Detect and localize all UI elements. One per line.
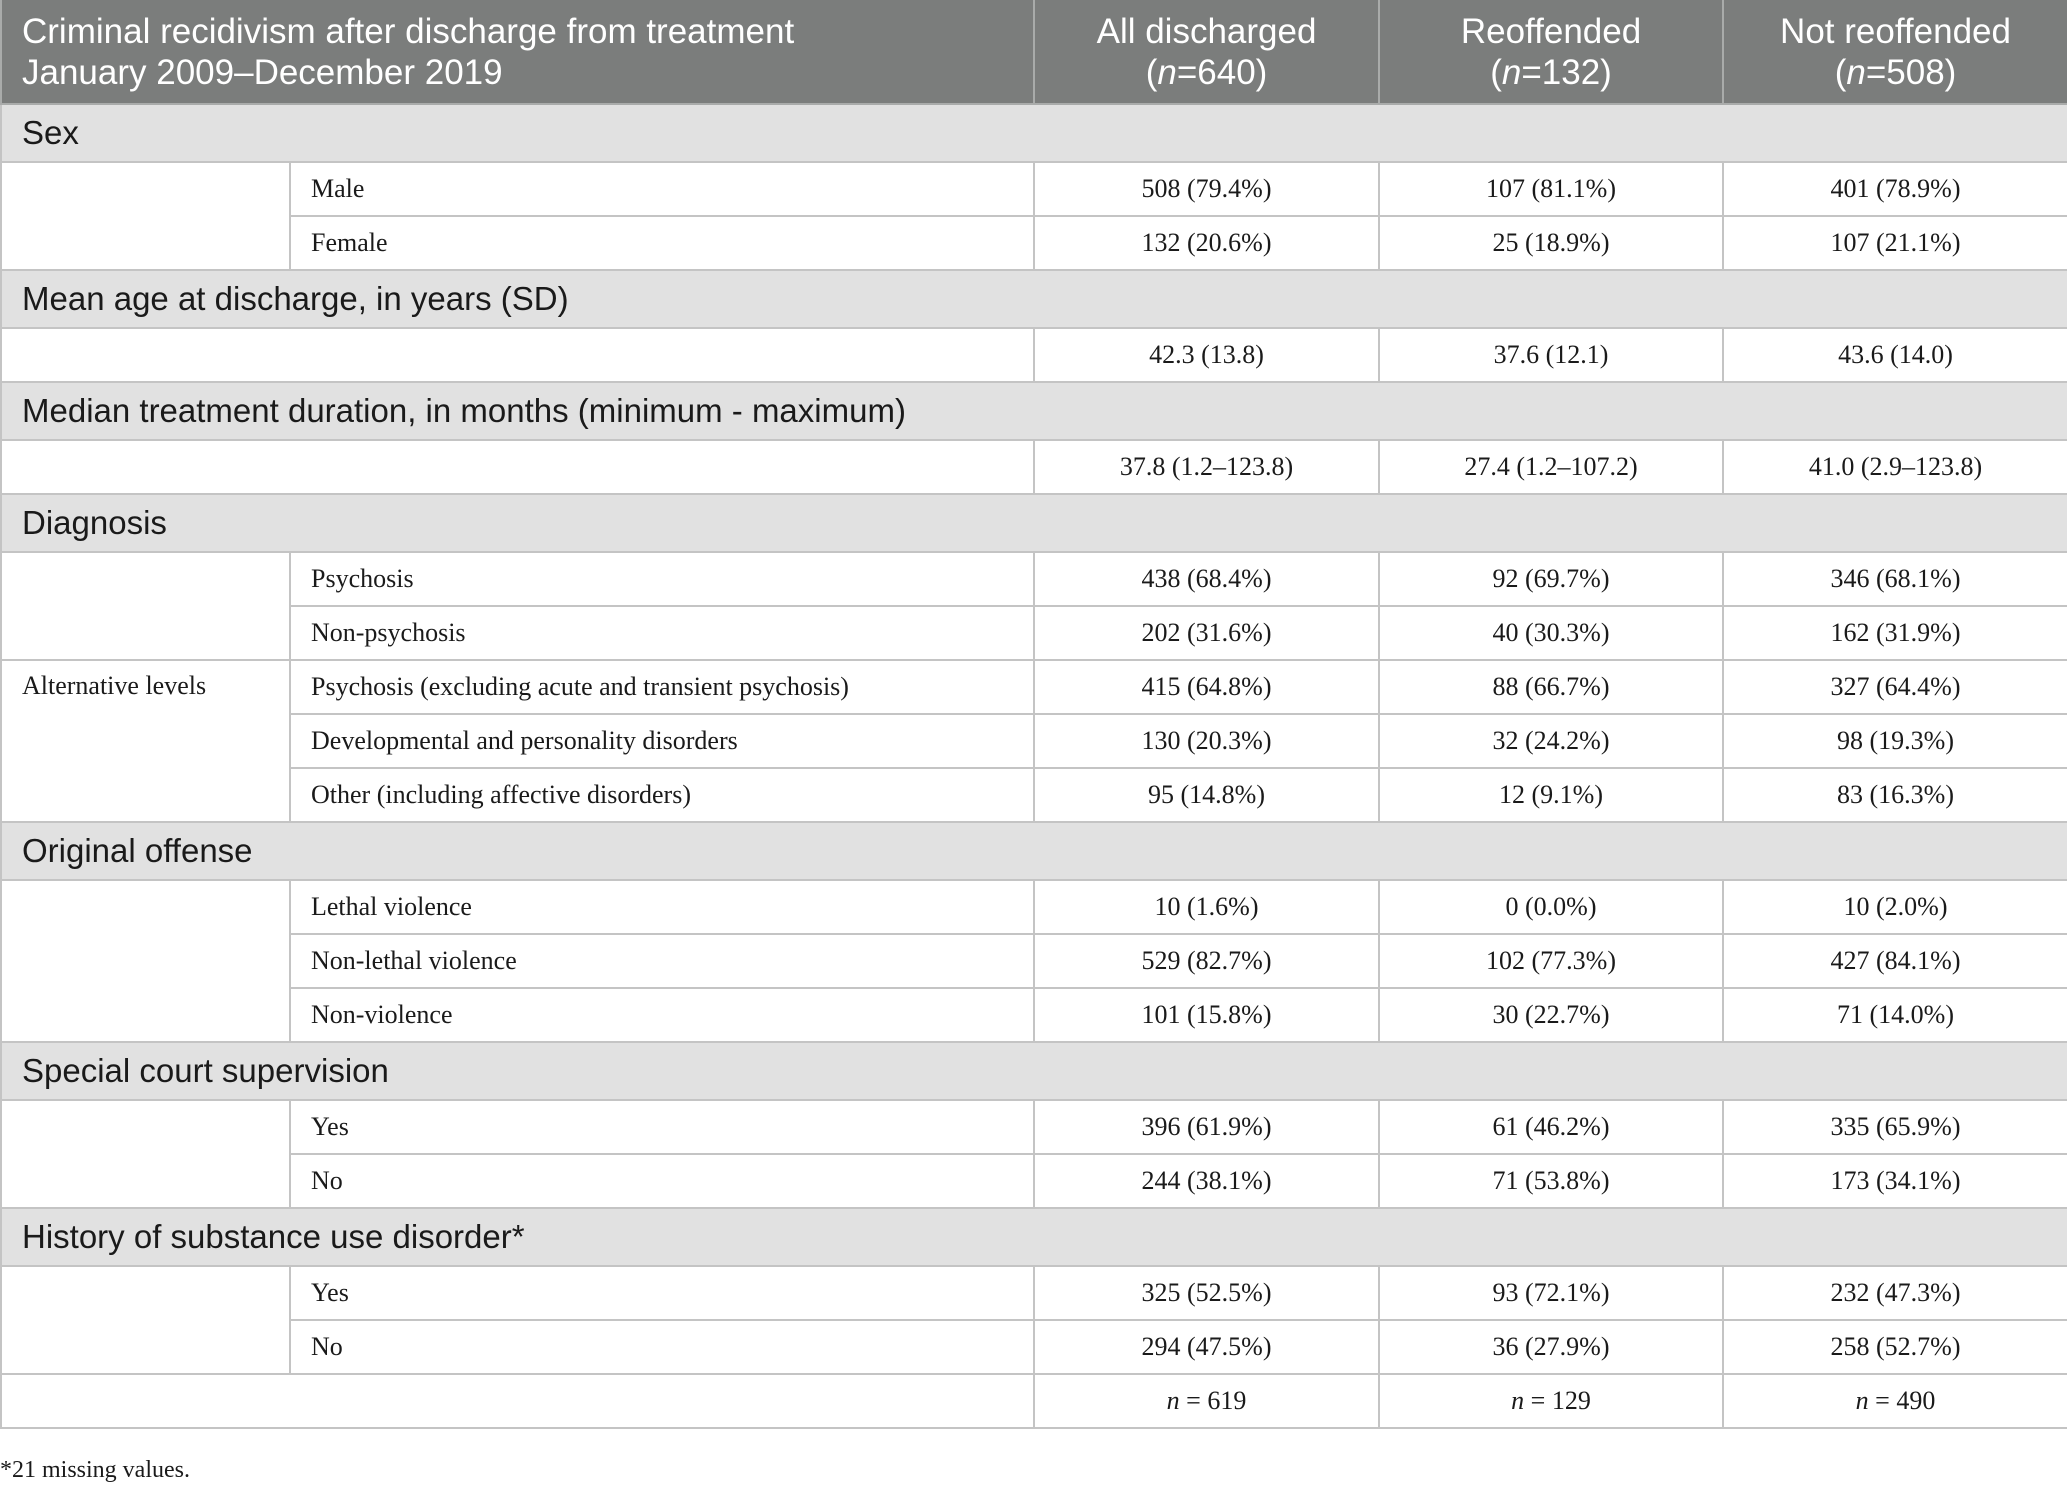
- row-label: No: [290, 1320, 1034, 1374]
- row-label: Other (including affective disorders): [290, 768, 1034, 822]
- row-label: No: [290, 1154, 1034, 1208]
- section-header-age: [1, 270, 2067, 328]
- section-header-diagnosis: [1, 494, 2067, 552]
- cell-not-reoffended: 10 (2.0%): [1723, 880, 2067, 934]
- cell-reoffended: 93 (72.1%): [1379, 1266, 1723, 1320]
- column-header-not-reoffended-n: =508): [1865, 52, 1957, 92]
- cell-reoffended: 40 (30.3%): [1379, 606, 1723, 660]
- cell-reoffended: 92 (69.7%): [1379, 552, 1723, 606]
- cell-reoffended: 107 (81.1%): [1379, 162, 1723, 216]
- cell-reoffended: 0 (0.0%): [1379, 880, 1723, 934]
- section-title: Special court supervision: [1, 1042, 2067, 1100]
- group-label-cell: [1, 880, 290, 1042]
- n-value-not-reoffended: = 490: [1868, 1386, 1936, 1415]
- cell-all-discharged: 438 (68.4%): [1034, 552, 1379, 606]
- row-label: Lethal violence: [290, 880, 1034, 934]
- n-var: n: [1166, 1386, 1180, 1415]
- row-label: Male: [290, 162, 1034, 216]
- cell-n-not-reoffended: [1723, 1374, 2067, 1428]
- cell-reoffended: 12 (9.1%): [1379, 768, 1723, 822]
- n-var: n: [1511, 1386, 1525, 1415]
- cell-all-discharged: 294 (47.5%): [1034, 1320, 1379, 1374]
- column-header-reoffended: [1379, 0, 1723, 104]
- row-label: Non-psychosis: [290, 606, 1034, 660]
- cell-all-discharged: 396 (61.9%): [1034, 1100, 1379, 1154]
- table-row: [1, 880, 2067, 934]
- section-title: History of substance use disorder*: [1, 1208, 2067, 1266]
- section-header-duration: [1, 382, 2067, 440]
- cell-not-reoffended: 98 (19.3%): [1723, 714, 2067, 768]
- table-row: [1, 1100, 2067, 1154]
- column-header-all-n: =640): [1176, 52, 1268, 92]
- section-title: Sex: [1, 104, 2067, 162]
- cell-all-discharged: 529 (82.7%): [1034, 934, 1379, 988]
- cell-all-discharged: 101 (15.8%): [1034, 988, 1379, 1042]
- column-header-all: [1034, 0, 1379, 104]
- section-header-substance: [1, 1208, 2067, 1266]
- n-value-reoffended: = 129: [1524, 1386, 1591, 1415]
- table-row: [1, 1154, 2067, 1208]
- table-title-line1: Criminal recidivism after discharge from treatment: [22, 11, 795, 51]
- cell-reoffended: 61 (46.2%): [1379, 1100, 1723, 1154]
- cell-reoffended: 30 (22.7%): [1379, 988, 1723, 1042]
- cell-reoffended: 36 (27.9%): [1379, 1320, 1723, 1374]
- cell-not-reoffended: 173 (34.1%): [1723, 1154, 2067, 1208]
- row-label: Psychosis: [290, 552, 1034, 606]
- cell-not-reoffended: 232 (47.3%): [1723, 1266, 2067, 1320]
- cell-not-reoffended: 71 (14.0%): [1723, 988, 2067, 1042]
- cell-all-discharged: 10 (1.6%): [1034, 880, 1379, 934]
- table-row: [1, 988, 2067, 1042]
- cell-reoffended: 25 (18.9%): [1379, 216, 1723, 270]
- cell-all-discharged: 130 (20.3%): [1034, 714, 1379, 768]
- footnote: *21 missing values.: [0, 1457, 190, 1483]
- cell-reoffended: 88 (66.7%): [1379, 660, 1723, 714]
- group-label-cell: [1, 162, 290, 270]
- n-value-all: = 619: [1179, 1386, 1247, 1415]
- cell-not-reoffended: 346 (68.1%): [1723, 552, 2067, 606]
- cell-not-reoffended: 83 (16.3%): [1723, 768, 2067, 822]
- section-title: Diagnosis: [1, 494, 2067, 552]
- group-label-cell: [1, 1100, 290, 1208]
- cell-all-discharged: 132 (20.6%): [1034, 216, 1379, 270]
- row-label: Non-violence: [290, 988, 1034, 1042]
- table-row: [1, 440, 2067, 494]
- cell-all-discharged: 508 (79.4%): [1034, 162, 1379, 216]
- cell-all-discharged: 415 (64.8%): [1034, 660, 1379, 714]
- row-label: Developmental and personality disorders: [290, 714, 1034, 768]
- table-row: [1, 934, 2067, 988]
- cell-all-discharged: 37.8 (1.2–123.8): [1034, 440, 1379, 494]
- cell-not-reoffended: 401 (78.9%): [1723, 162, 2067, 216]
- cell-all-discharged: 42.3 (13.8): [1034, 328, 1379, 382]
- column-header-all-paren: (: [1145, 52, 1158, 92]
- row-label: Yes: [290, 1100, 1034, 1154]
- column-header-not-reoffended-label: Not reoffended: [1780, 11, 2011, 51]
- cell-not-reoffended: 258 (52.7%): [1723, 1320, 2067, 1374]
- column-header-not-reoffended: [1723, 0, 2067, 104]
- cell-all-discharged: 202 (31.6%): [1034, 606, 1379, 660]
- column-header-all-label: All discharged: [1096, 11, 1317, 51]
- cell-not-reoffended: 327 (64.4%): [1723, 660, 2067, 714]
- cell-reoffended: 37.6 (12.1): [1379, 328, 1723, 382]
- column-header-reoffended-paren: (: [1490, 52, 1502, 92]
- section-header-supervision: [1, 1042, 2067, 1100]
- n-count-row: [1, 1374, 2067, 1428]
- cell-reoffended: 32 (24.2%): [1379, 714, 1723, 768]
- row-label: Female: [290, 216, 1034, 270]
- section-title: Median treatment duration, in months (minimum - maximum): [1, 382, 2067, 440]
- group-label-cell: [1, 552, 290, 660]
- row-label: Psychosis (excluding acute and transient psychosis): [290, 660, 1034, 714]
- cell-reoffended: 27.4 (1.2–107.2): [1379, 440, 1723, 494]
- group-label-cell: [1, 1266, 290, 1374]
- section-title: Original offense: [1, 822, 2067, 880]
- cell-n-reoffended: [1379, 1374, 1723, 1428]
- table-row: [1, 1266, 2067, 1320]
- cell-not-reoffended: 427 (84.1%): [1723, 934, 2067, 988]
- cell-n-all: [1034, 1374, 1379, 1428]
- cell-all-discharged: 325 (52.5%): [1034, 1266, 1379, 1320]
- cell-not-reoffended: 43.6 (14.0): [1723, 328, 2067, 382]
- row-label: Yes: [290, 1266, 1034, 1320]
- table-title-line2: January 2009–December 2019: [22, 52, 503, 92]
- row-label: Non-lethal violence: [290, 934, 1034, 988]
- cell-not-reoffended: 162 (31.9%): [1723, 606, 2067, 660]
- section-header-sex: [1, 104, 2067, 162]
- table-row: [1, 216, 2067, 270]
- row-label: [1, 440, 1034, 494]
- cell-not-reoffended: 335 (65.9%): [1723, 1100, 2067, 1154]
- table-row: [1, 768, 2067, 822]
- column-header-reoffended-n-var: n: [1501, 52, 1522, 92]
- table-row: [1, 660, 2067, 714]
- section-header-offense: [1, 822, 2067, 880]
- cell-not-reoffended: 107 (21.1%): [1723, 216, 2067, 270]
- cell-reoffended: 71 (53.8%): [1379, 1154, 1723, 1208]
- row-label: [1, 328, 1034, 382]
- column-header-not-reoffended-n-var: n: [1846, 52, 1866, 92]
- table-title: [1, 0, 1034, 104]
- table-row: [1, 552, 2067, 606]
- cell-all-discharged: 95 (14.8%): [1034, 768, 1379, 822]
- table-header-row: [1, 0, 2067, 104]
- column-header-reoffended-label: Reoffended: [1460, 11, 1642, 51]
- column-header-not-reoffended-paren: (: [1834, 52, 1847, 92]
- n-count-label-cell: [1, 1374, 1034, 1428]
- table-row: [1, 606, 2067, 660]
- n-var: n: [1855, 1386, 1869, 1415]
- cell-reoffended: 102 (77.3%): [1379, 934, 1723, 988]
- table-row: [1, 714, 2067, 768]
- column-header-all-n-var: n: [1157, 52, 1177, 92]
- table-row: [1, 328, 2067, 382]
- section-title: Mean age at discharge, in years (SD): [1, 270, 2067, 328]
- column-header-reoffended-n: =132): [1521, 52, 1612, 92]
- cell-all-discharged: 244 (38.1%): [1034, 1154, 1379, 1208]
- table-row: [1, 162, 2067, 216]
- table-row: [1, 1320, 2067, 1374]
- group-label-alternative-levels: Alternative levels: [1, 660, 290, 822]
- cell-not-reoffended: 41.0 (2.9–123.8): [1723, 440, 2067, 494]
